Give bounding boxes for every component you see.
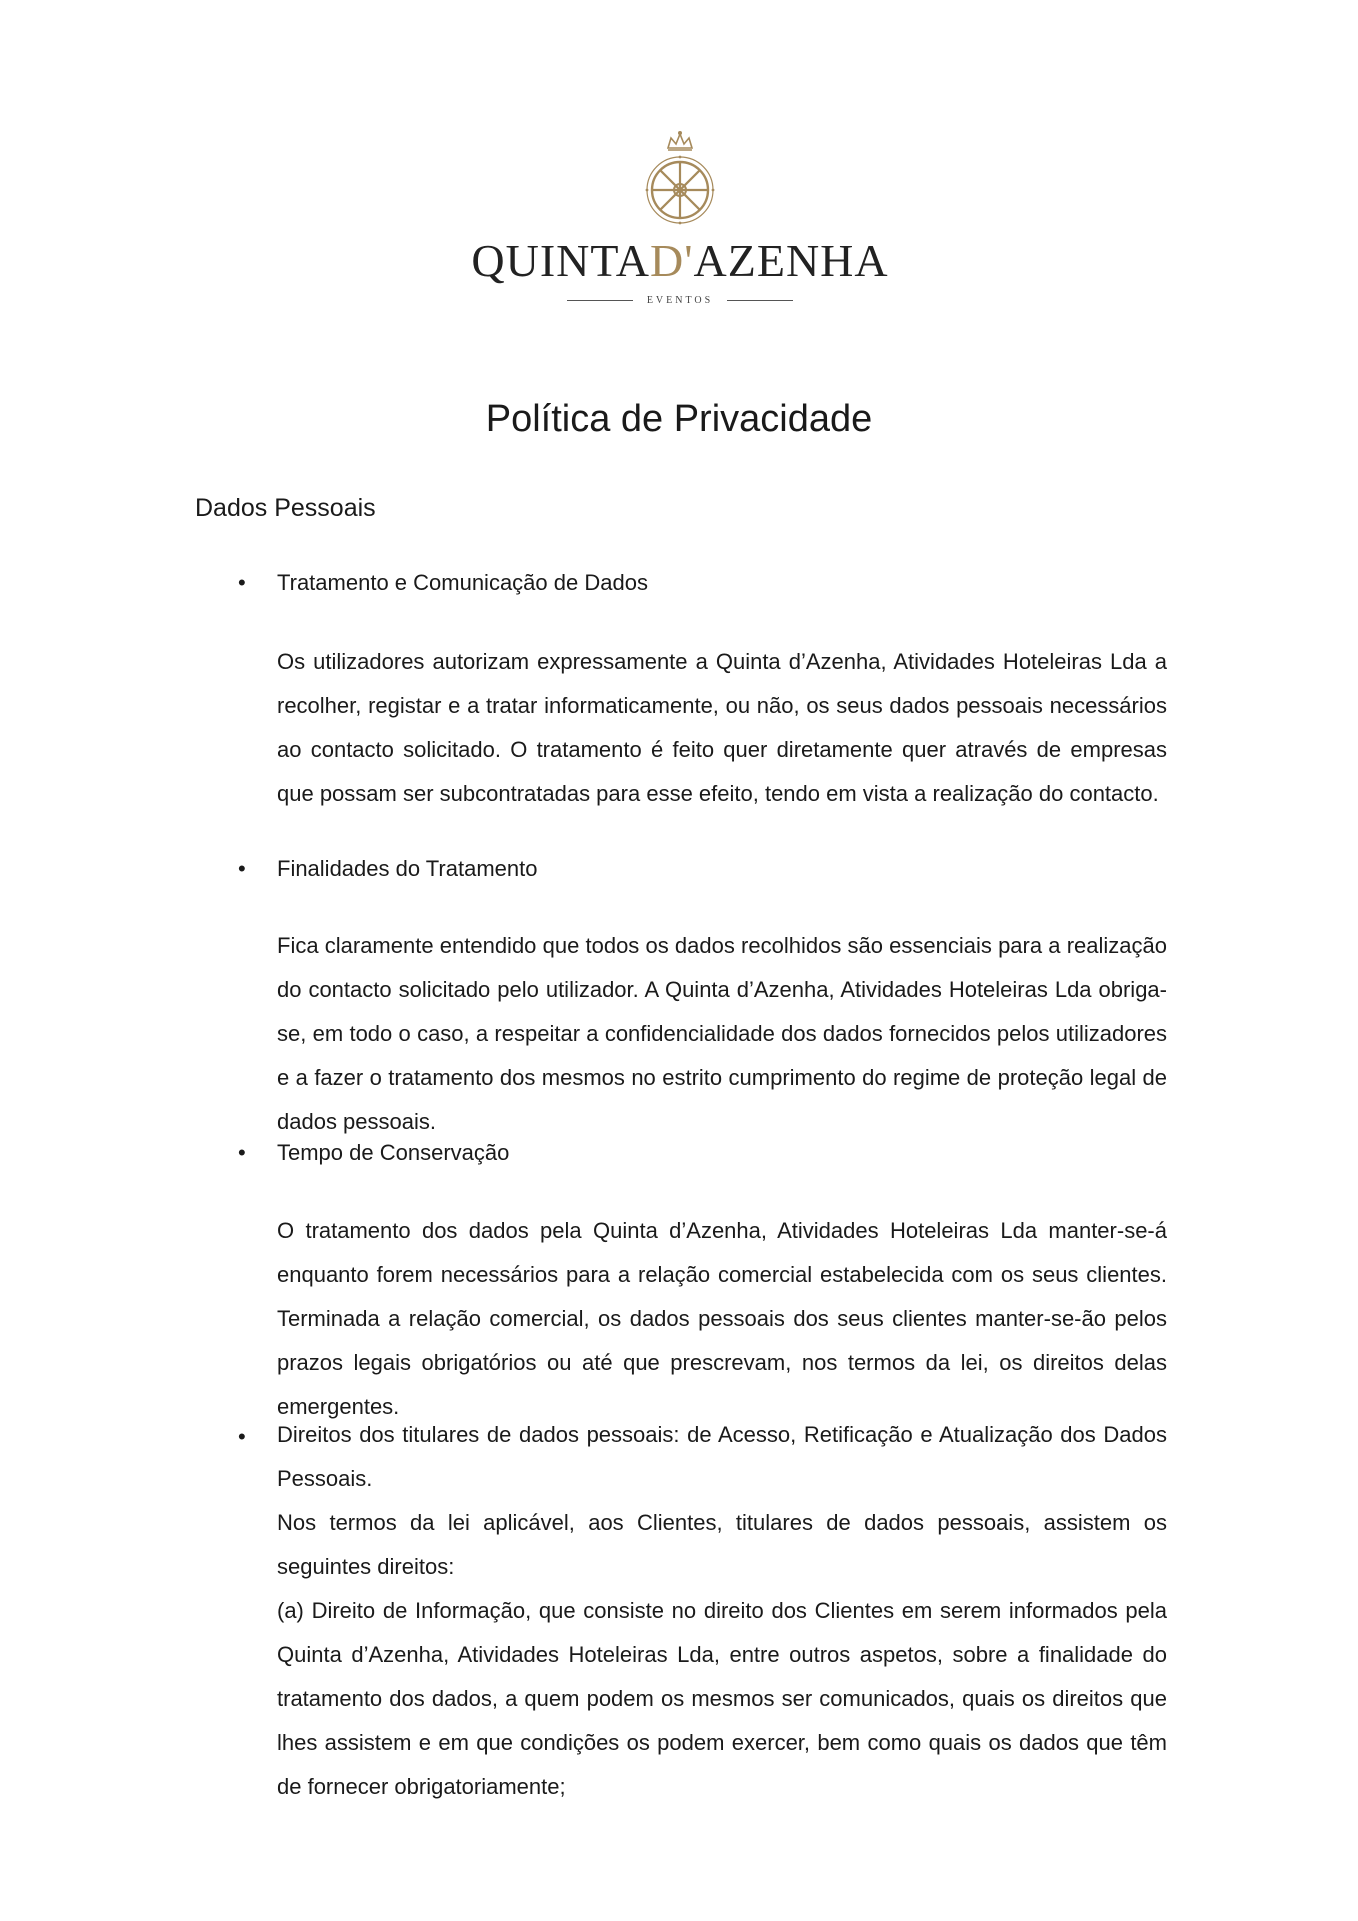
crown-wheel-emblem-icon <box>638 128 722 228</box>
item-heading-2: Finalidades do Tratamento <box>277 856 538 881</box>
divider-left <box>567 300 633 301</box>
bullet-icon: • <box>238 856 246 881</box>
item-paragraph-3: O tratamento dos dados pela Quinta d’Azenha, Atividades Hoteleiras Lda manter-se-á enquanto forem necessários para a relação comercial estabelecida com os seus clientes. Terminada a relação comercial, os dados pessoais dos seus clientes manter-se-ão pelos prazos legais obrigatórios ou até que prescrevam, nos termos da lei, os direitos delas emergentes. <box>277 1218 1167 1419</box>
item-heading-4: Direitos dos titulares de dados pessoais: de Acesso, Retificação e Atualização dos Dados Pessoais. <box>277 1422 1167 1491</box>
brand-wordmark <box>470 234 890 287</box>
item-block-4 <box>277 1413 1167 1809</box>
item-paragraph-2: Fica claramente entendido que todos os dados recolhidos são essenciais para a realização do contacto solicitado pelo utilizador. A Quinta d’Azenha, Atividades Hoteleiras Lda obriga-se, em todo o caso, a respeitar a confidencialidade dos dados fornecidos pelos utilizadores e a fazer o tratamento dos mesmos no estrito cumprimento do regime de proteção legal de dados pessoais. <box>277 933 1167 1134</box>
brand-accent: D' <box>650 235 694 286</box>
brand-sub: EVENTOS <box>646 294 714 306</box>
item-heading-1: Tratamento e Comunicação de Dados <box>277 570 648 595</box>
brand-logo <box>470 128 890 308</box>
bullet-icon: • <box>238 1140 246 1165</box>
item-paragraph-1: Os utilizadores autorizam expressamente a Quinta d’Azenha, Atividades Hoteleiras Lda a recolher, registar e a tratar informaticamente, ou não, os seus dados pessoais necessários ao contacto solicitado. O tratamento é feito quer diretamente quer através de empresas que possam ser subcontratadas para esse efeito, tendo em vista a realização do contacto. <box>277 649 1167 806</box>
brand-main: QUINTA <box>471 235 651 286</box>
item-point-a: (a) Direito de Informação, que consiste no direito dos Clientes em serem informados pela Quinta d’Azenha, Atividades Hoteleiras Lda, entre outros aspetos, sobre a finalidade do tratamento dos dados, a quem podem os mesmos ser comunicados, quais os direitos que lhes assistem e em que condições os podem exercer, bem como quais os dados que têm de fornecer obrigatoriamente; <box>277 1598 1167 1799</box>
bullet-icon: • <box>238 1424 246 1449</box>
bullet-icon: • <box>238 570 246 595</box>
item-intro-4: Nos termos da lei aplicável, aos Clientes, titulares de dados pessoais, assistem os seguintes direitos: <box>277 1510 1167 1579</box>
divider-right <box>727 300 793 301</box>
section-heading: Dados Pessoais <box>195 494 376 522</box>
brand-subline <box>470 290 890 310</box>
document-title: Política de Privacidade <box>485 398 873 440</box>
item-heading-3: Tempo de Conservação <box>277 1140 510 1165</box>
brand-end: AZENHA <box>693 235 889 286</box>
